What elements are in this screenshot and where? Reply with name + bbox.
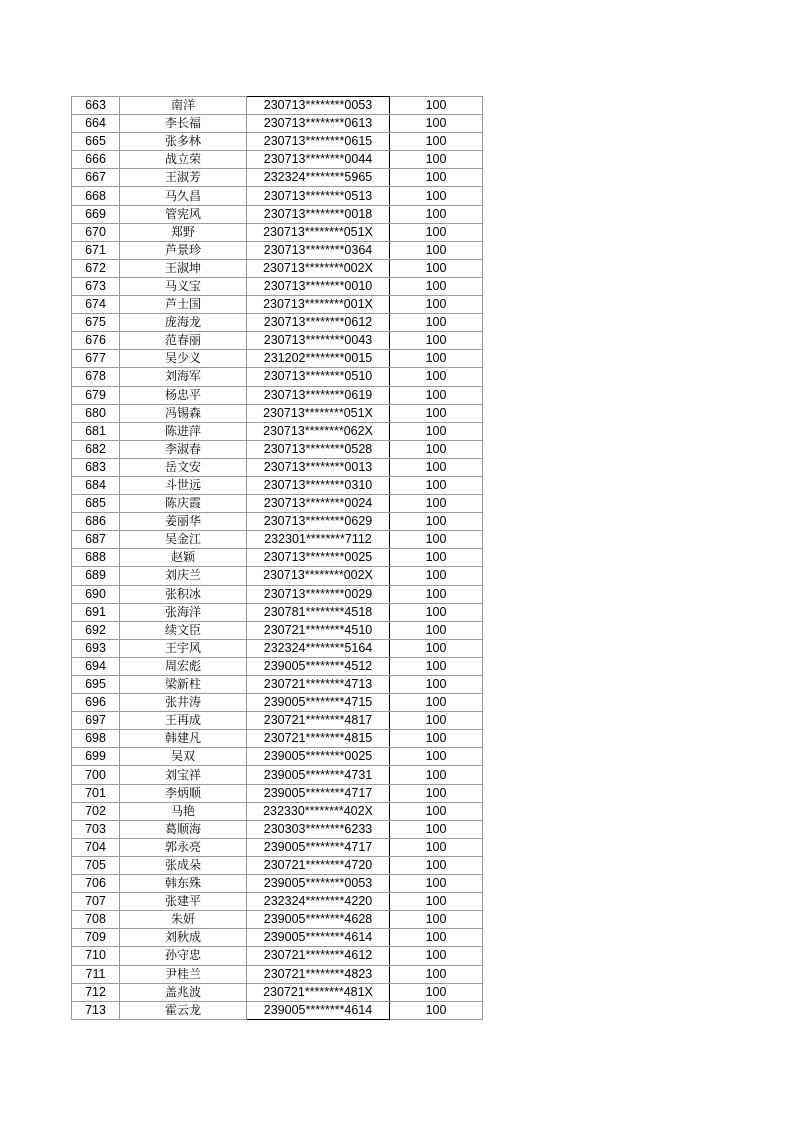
amount-cell: 100 <box>390 314 483 332</box>
id-number-cell: 230721********4817 <box>247 712 390 730</box>
table-row <box>72 151 483 169</box>
id-number-cell: 230721********4510 <box>247 621 390 639</box>
id-number-cell: 230721********4823 <box>247 965 390 983</box>
id-number-cell: 230713********0044 <box>247 151 390 169</box>
person-name-cell: 范春丽 <box>120 332 247 350</box>
table-row <box>72 495 483 513</box>
person-name-cell: 张建平 <box>120 893 247 911</box>
table-row <box>72 585 483 603</box>
table-row <box>72 784 483 802</box>
amount-cell: 100 <box>390 603 483 621</box>
person-name-cell: 张积冰 <box>120 585 247 603</box>
table-row <box>72 476 483 494</box>
amount-cell: 100 <box>390 368 483 386</box>
id-number-cell: 230713********0613 <box>247 115 390 133</box>
row-number-cell: 699 <box>72 748 120 766</box>
amount-cell: 100 <box>390 205 483 223</box>
person-name-cell: 吴双 <box>120 748 247 766</box>
row-number-cell: 700 <box>72 766 120 784</box>
row-number-cell: 709 <box>72 929 120 947</box>
amount-cell: 100 <box>390 513 483 531</box>
amount-cell: 100 <box>390 386 483 404</box>
amount-cell: 100 <box>390 549 483 567</box>
row-number-cell: 707 <box>72 893 120 911</box>
person-name-cell: 南洋 <box>120 97 247 115</box>
amount-cell: 100 <box>390 115 483 133</box>
person-name-cell: 陈庆霞 <box>120 495 247 513</box>
table-row <box>72 296 483 314</box>
row-number-cell: 677 <box>72 350 120 368</box>
id-number-cell: 230713********0053 <box>247 97 390 115</box>
table-row <box>72 730 483 748</box>
row-number-cell: 691 <box>72 603 120 621</box>
person-name-cell: 郭永亮 <box>120 838 247 856</box>
amount-cell: 100 <box>390 567 483 585</box>
table-row <box>72 350 483 368</box>
amount-cell: 100 <box>390 875 483 893</box>
person-name-cell: 梁新柱 <box>120 676 247 694</box>
row-number-cell: 663 <box>72 97 120 115</box>
person-name-cell: 王宇风 <box>120 639 247 657</box>
row-number-cell: 692 <box>72 621 120 639</box>
amount-cell: 100 <box>390 296 483 314</box>
id-number-cell: 232324********5164 <box>247 639 390 657</box>
id-number-cell: 230713********0619 <box>247 386 390 404</box>
table-row <box>72 820 483 838</box>
person-name-cell: 芦士国 <box>120 296 247 314</box>
row-number-cell: 682 <box>72 440 120 458</box>
row-number-cell: 673 <box>72 277 120 295</box>
amount-cell: 100 <box>390 277 483 295</box>
table-row <box>72 133 483 151</box>
row-number-cell: 713 <box>72 1001 120 1019</box>
amount-cell: 100 <box>390 169 483 187</box>
id-number-cell: 239005********4614 <box>247 1001 390 1019</box>
table-row <box>72 314 483 332</box>
person-name-cell: 孙守忠 <box>120 947 247 965</box>
id-number-cell: 232301********7112 <box>247 531 390 549</box>
id-number-cell: 232324********4220 <box>247 893 390 911</box>
row-number-cell: 712 <box>72 983 120 1001</box>
person-name-cell: 刘庆兰 <box>120 567 247 585</box>
amount-cell: 100 <box>390 531 483 549</box>
amount-cell: 100 <box>390 133 483 151</box>
person-name-cell: 马艳 <box>120 802 247 820</box>
amount-cell: 100 <box>390 97 483 115</box>
id-number-cell: 230303********6233 <box>247 820 390 838</box>
row-number-cell: 670 <box>72 223 120 241</box>
id-number-cell: 231202********0015 <box>247 350 390 368</box>
id-number-cell: 239005********4731 <box>247 766 390 784</box>
table-row <box>72 802 483 820</box>
id-number-cell: 232330********402X <box>247 802 390 820</box>
id-number-cell: 230713********002X <box>247 567 390 585</box>
row-number-cell: 674 <box>72 296 120 314</box>
amount-cell: 100 <box>390 784 483 802</box>
table-row <box>72 332 483 350</box>
row-number-cell: 689 <box>72 567 120 585</box>
amount-cell: 100 <box>390 730 483 748</box>
amount-cell: 100 <box>390 404 483 422</box>
row-number-cell: 697 <box>72 712 120 730</box>
amount-cell: 100 <box>390 495 483 513</box>
row-number-cell: 684 <box>72 476 120 494</box>
id-number-cell: 230721********4720 <box>247 856 390 874</box>
table-row <box>72 422 483 440</box>
table-row <box>72 549 483 567</box>
table-row <box>72 965 483 983</box>
person-name-cell: 战立荣 <box>120 151 247 169</box>
table-row <box>72 911 483 929</box>
person-name-cell: 朱妍 <box>120 911 247 929</box>
amount-cell: 100 <box>390 476 483 494</box>
person-name-cell: 马久昌 <box>120 187 247 205</box>
row-number-cell: 687 <box>72 531 120 549</box>
row-number-cell: 678 <box>72 368 120 386</box>
amount-cell: 100 <box>390 929 483 947</box>
id-number-cell: 230713********051X <box>247 404 390 422</box>
row-number-cell: 686 <box>72 513 120 531</box>
id-number-cell: 230721********4713 <box>247 676 390 694</box>
table-row <box>72 856 483 874</box>
amount-cell: 100 <box>390 712 483 730</box>
person-name-cell: 周宏彪 <box>120 657 247 675</box>
person-name-cell: 岳文安 <box>120 458 247 476</box>
row-number-cell: 698 <box>72 730 120 748</box>
table-row <box>72 748 483 766</box>
table-row <box>72 567 483 585</box>
id-number-cell: 230713********0025 <box>247 549 390 567</box>
id-number-cell: 230713********062X <box>247 422 390 440</box>
amount-cell: 100 <box>390 422 483 440</box>
id-number-cell: 230713********0013 <box>247 458 390 476</box>
amount-cell: 100 <box>390 440 483 458</box>
id-number-cell: 230713********001X <box>247 296 390 314</box>
person-name-cell: 韩建凡 <box>120 730 247 748</box>
table-row <box>72 1001 483 1019</box>
person-name-cell: 续文臣 <box>120 621 247 639</box>
id-number-cell: 230713********0629 <box>247 513 390 531</box>
table-body <box>72 97 483 1020</box>
table-row <box>72 929 483 947</box>
table-row <box>72 169 483 187</box>
person-name-cell: 刘海军 <box>120 368 247 386</box>
row-number-cell: 695 <box>72 676 120 694</box>
row-number-cell: 676 <box>72 332 120 350</box>
table-row <box>72 440 483 458</box>
table-row <box>72 386 483 404</box>
person-name-cell: 王淑芳 <box>120 169 247 187</box>
person-name-cell: 吴金江 <box>120 531 247 549</box>
table-row <box>72 712 483 730</box>
table-row <box>72 97 483 115</box>
row-number-cell: 704 <box>72 838 120 856</box>
row-number-cell: 664 <box>72 115 120 133</box>
id-number-cell: 230713********0612 <box>247 314 390 332</box>
row-number-cell: 711 <box>72 965 120 983</box>
table-row <box>72 404 483 422</box>
table-row <box>72 513 483 531</box>
person-name-cell: 刘宝祥 <box>120 766 247 784</box>
row-number-cell: 701 <box>72 784 120 802</box>
row-number-cell: 666 <box>72 151 120 169</box>
person-name-cell: 王再成 <box>120 712 247 730</box>
amount-cell: 100 <box>390 639 483 657</box>
id-number-cell: 230713********0010 <box>247 277 390 295</box>
table-row <box>72 458 483 476</box>
amount-cell: 100 <box>390 657 483 675</box>
row-number-cell: 668 <box>72 187 120 205</box>
table-row <box>72 241 483 259</box>
table-row <box>72 875 483 893</box>
amount-cell: 100 <box>390 151 483 169</box>
person-name-cell: 李长福 <box>120 115 247 133</box>
id-number-cell: 230721********481X <box>247 983 390 1001</box>
row-number-cell: 683 <box>72 458 120 476</box>
row-number-cell: 685 <box>72 495 120 513</box>
table-row <box>72 983 483 1001</box>
person-name-cell: 赵颖 <box>120 549 247 567</box>
row-number-cell: 690 <box>72 585 120 603</box>
person-name-cell: 张成朵 <box>120 856 247 874</box>
table-row <box>72 223 483 241</box>
amount-cell: 100 <box>390 911 483 929</box>
amount-cell: 100 <box>390 621 483 639</box>
row-number-cell: 667 <box>72 169 120 187</box>
person-name-cell: 刘秋成 <box>120 929 247 947</box>
amount-cell: 100 <box>390 259 483 277</box>
amount-cell: 100 <box>390 838 483 856</box>
table-row <box>72 838 483 856</box>
person-name-cell: 霍云龙 <box>120 1001 247 1019</box>
table-row <box>72 187 483 205</box>
row-number-cell: 710 <box>72 947 120 965</box>
id-number-cell: 239005********0025 <box>247 748 390 766</box>
person-name-cell: 郑野 <box>120 223 247 241</box>
id-number-cell: 230713********0513 <box>247 187 390 205</box>
amount-cell: 100 <box>390 893 483 911</box>
person-name-cell: 斗世远 <box>120 476 247 494</box>
person-name-cell: 马义宝 <box>120 277 247 295</box>
row-number-cell: 681 <box>72 422 120 440</box>
id-number-cell: 239005********4717 <box>247 838 390 856</box>
amount-cell: 100 <box>390 965 483 983</box>
row-number-cell: 675 <box>72 314 120 332</box>
row-number-cell: 669 <box>72 205 120 223</box>
id-number-cell: 230713********0043 <box>247 332 390 350</box>
amount-cell: 100 <box>390 458 483 476</box>
person-name-cell: 张井涛 <box>120 694 247 712</box>
row-number-cell: 671 <box>72 241 120 259</box>
amount-cell: 100 <box>390 223 483 241</box>
data-table <box>71 96 483 1020</box>
person-name-cell: 姜丽华 <box>120 513 247 531</box>
amount-cell: 100 <box>390 332 483 350</box>
id-number-cell: 239005********4717 <box>247 784 390 802</box>
row-number-cell: 706 <box>72 875 120 893</box>
id-number-cell: 230713********0364 <box>247 241 390 259</box>
person-name-cell: 尹桂兰 <box>120 965 247 983</box>
person-name-cell: 李炳顺 <box>120 784 247 802</box>
row-number-cell: 708 <box>72 911 120 929</box>
id-number-cell: 239005********4512 <box>247 657 390 675</box>
id-number-cell: 232324********5965 <box>247 169 390 187</box>
id-number-cell: 230721********4612 <box>247 947 390 965</box>
table-row <box>72 893 483 911</box>
table-row <box>72 603 483 621</box>
row-number-cell: 694 <box>72 657 120 675</box>
row-number-cell: 665 <box>72 133 120 151</box>
amount-cell: 100 <box>390 694 483 712</box>
amount-cell: 100 <box>390 676 483 694</box>
id-number-cell: 230713********0029 <box>247 585 390 603</box>
table-row <box>72 368 483 386</box>
table-row <box>72 621 483 639</box>
table-row <box>72 766 483 784</box>
id-number-cell: 230781********4518 <box>247 603 390 621</box>
table-row <box>72 531 483 549</box>
table-row <box>72 277 483 295</box>
id-number-cell: 239005********4614 <box>247 929 390 947</box>
row-number-cell: 672 <box>72 259 120 277</box>
person-name-cell: 杨忠平 <box>120 386 247 404</box>
table-row <box>72 694 483 712</box>
person-name-cell: 盖兆波 <box>120 983 247 1001</box>
amount-cell: 100 <box>390 766 483 784</box>
table-row <box>72 259 483 277</box>
amount-cell: 100 <box>390 1001 483 1019</box>
id-number-cell: 230713********0024 <box>247 495 390 513</box>
row-number-cell: 693 <box>72 639 120 657</box>
id-number-cell: 230713********0528 <box>247 440 390 458</box>
table-row <box>72 676 483 694</box>
id-number-cell: 239005********4628 <box>247 911 390 929</box>
table-row <box>72 639 483 657</box>
person-name-cell: 吴少义 <box>120 350 247 368</box>
table-row <box>72 115 483 133</box>
person-name-cell: 李淑春 <box>120 440 247 458</box>
amount-cell: 100 <box>390 585 483 603</box>
amount-cell: 100 <box>390 983 483 1001</box>
table-row <box>72 947 483 965</box>
id-number-cell: 230713********002X <box>247 259 390 277</box>
amount-cell: 100 <box>390 947 483 965</box>
person-name-cell: 张海洋 <box>120 603 247 621</box>
person-name-cell: 张多林 <box>120 133 247 151</box>
person-name-cell: 管宪风 <box>120 205 247 223</box>
amount-cell: 100 <box>390 802 483 820</box>
person-name-cell: 王淑坤 <box>120 259 247 277</box>
person-name-cell: 陈进萍 <box>120 422 247 440</box>
row-number-cell: 688 <box>72 549 120 567</box>
id-number-cell: 230713********0615 <box>247 133 390 151</box>
id-number-cell: 230713********0018 <box>247 205 390 223</box>
person-name-cell: 葛顺海 <box>120 820 247 838</box>
id-number-cell: 230713********0310 <box>247 476 390 494</box>
row-number-cell: 696 <box>72 694 120 712</box>
row-number-cell: 680 <box>72 404 120 422</box>
person-name-cell: 芦景珍 <box>120 241 247 259</box>
person-name-cell: 庞海龙 <box>120 314 247 332</box>
amount-cell: 100 <box>390 187 483 205</box>
amount-cell: 100 <box>390 748 483 766</box>
id-number-cell: 230713********051X <box>247 223 390 241</box>
table-row <box>72 657 483 675</box>
id-number-cell: 239005********0053 <box>247 875 390 893</box>
id-number-cell: 239005********4715 <box>247 694 390 712</box>
row-number-cell: 703 <box>72 820 120 838</box>
row-number-cell: 702 <box>72 802 120 820</box>
amount-cell: 100 <box>390 856 483 874</box>
id-number-cell: 230721********4815 <box>247 730 390 748</box>
table-row <box>72 205 483 223</box>
amount-cell: 100 <box>390 350 483 368</box>
person-name-cell: 韩东殊 <box>120 875 247 893</box>
id-number-cell: 230713********0510 <box>247 368 390 386</box>
amount-cell: 100 <box>390 241 483 259</box>
row-number-cell: 679 <box>72 386 120 404</box>
amount-cell: 100 <box>390 820 483 838</box>
row-number-cell: 705 <box>72 856 120 874</box>
person-name-cell: 冯锡森 <box>120 404 247 422</box>
